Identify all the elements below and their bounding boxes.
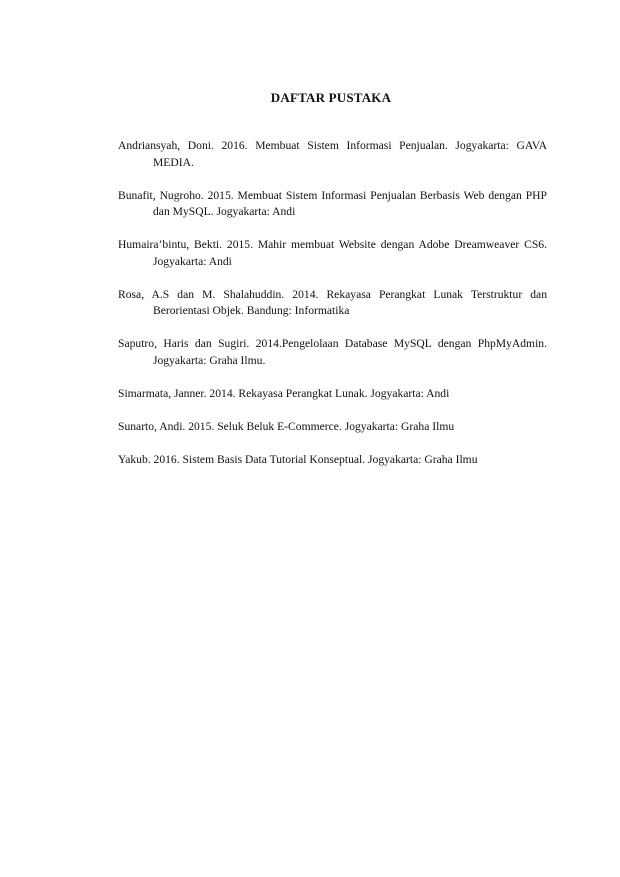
- reference-item: Saputro, Haris dan Sugiri. 2014.Pengelolaan Database MySQL dengan PhpMyAdmin. Jogyakarta: Graha Ilmu.: [118, 337, 547, 367]
- page-title: DAFTAR PUSTAKA: [270, 90, 392, 105]
- reference-item: Rosa, A.S dan M. Shalahuddin. 2014. Rekayasa Perangkat Lunak Terstruktur dan Berorientasi Objek. Bandung: Informatika: [118, 287, 547, 317]
- reference-item: Yakub. 2016. Sistem Basis Data Tutorial Konseptual. Jogyakarta: Graha Ilmu: [118, 452, 478, 466]
- reference-list: [118, 138, 547, 485]
- reference-item: Sunarto, Andi. 2015. Seluk Beluk E-Commerce. Jogyakarta: Graha Ilmu: [118, 419, 455, 433]
- reference-item: Andriansyah, Doni. 2016. Membuat Sistem Informasi Penjualan. Jogyakarta: GAVA MEDIA.: [118, 139, 547, 169]
- reference-item: Humaira’bintu, Bekti. 2015. Mahir membuat Website dengan Adobe Dreamweaver CS6. Jogyakarta: Andi: [118, 238, 547, 268]
- reference-item: Bunafit, Nugroho. 2015. Membuat Sistem Informasi Penjualan Berbasis Web dengan PHP dan MySQL. Jogyakarta: Andi: [118, 188, 547, 218]
- reference-item: Simarmata, Janner. 2014. Rekayasa Perangkat Lunak. Jogyakarta: Andi: [118, 386, 450, 400]
